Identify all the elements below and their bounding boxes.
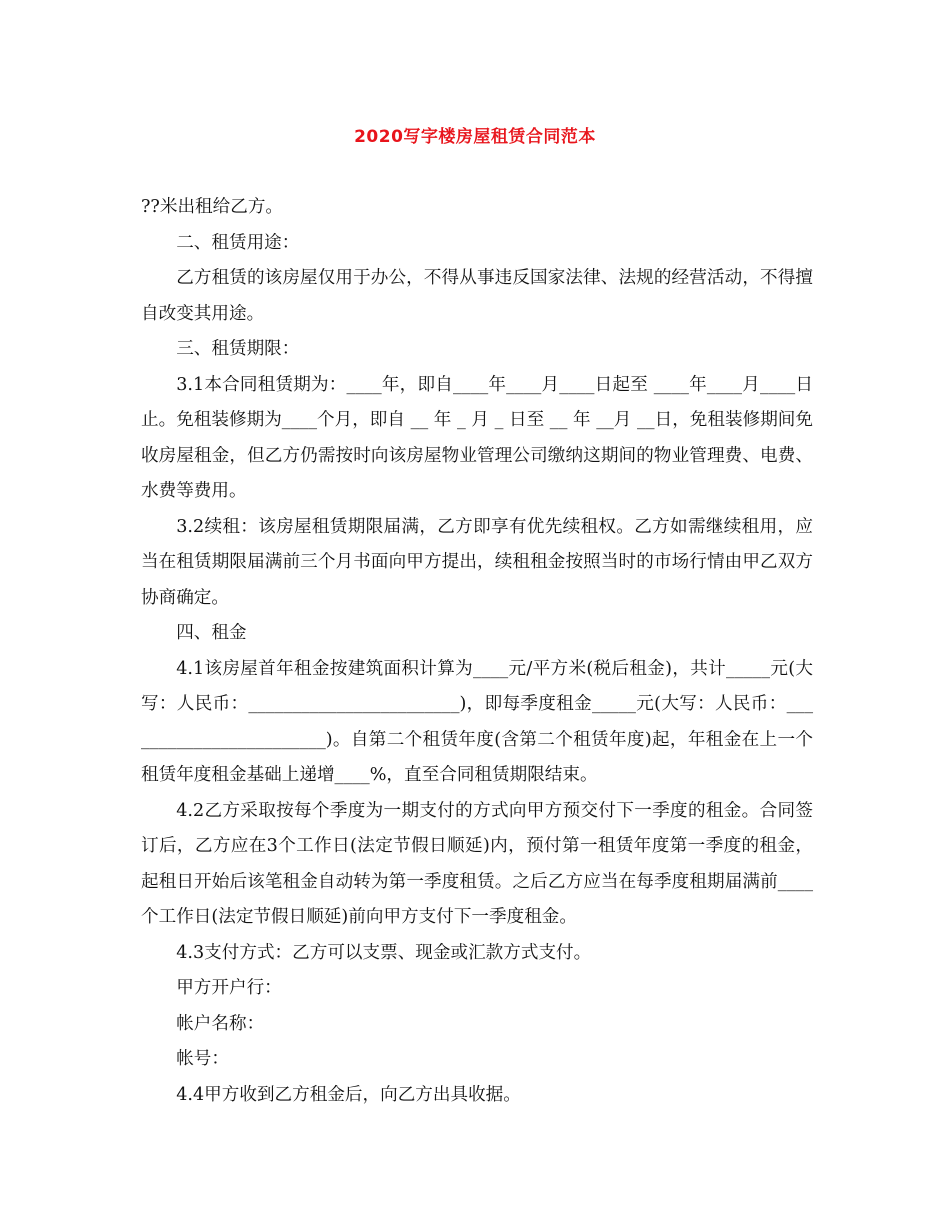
paragraph: 4.1该房屋首年租金按建筑面积计算为____元/平方米(税后租金)，共计_____元(大写：人民币：________________________)，即每季度租金_____元(大写：人民币：________________________)。自第二个租赁年度(含第二个租赁年度)起，年租金在上一个租赁年度租金基础上递增____%，直至合同租赁期限结束。 — [141, 658, 813, 785]
paragraph: 帐户名称： — [176, 1013, 265, 1034]
paragraph: 3.1本合同租赁期为：____年，即自____年____月____日起至 ____年____月____日止。免租装修期为____个月，即自 __ 年 _ 月 _ 日至 __ 年 __月 __日，免租装修期间免收房屋租金，但乙方仍需按时向该房屋物业管理公司缴纳这期间的物业管理费、电费、水费等费用。 — [141, 374, 813, 501]
paragraph: 甲方开户行： — [176, 978, 282, 998]
paragraph: 3.2续租：该房屋租赁期限届满，乙方即享有优先续租权。乙方如需继续租用，应当在租赁期限届满前三个月书面向甲方提出，续租租金按照当时的市场行情由甲乙双方协商确定。 — [141, 516, 813, 608]
document-title: 2020写字楼房屋租赁合同范本 — [354, 127, 596, 147]
paragraph: 帐号： — [176, 1049, 229, 1069]
paragraph: ??米出租给乙方。 — [141, 197, 284, 217]
paragraph: 四、租金 — [176, 623, 247, 643]
paragraph: 4.2乙方采取按每个季度为一期支付的方式向甲方预交付下一季度的租金。合同签订后，乙方应在3个工作日(法定节假日顺延)内，预付第一租赁年度第一季度的租金，起租日开始后该笔租金自动转为第一季度租赁。之后乙方应当在每季度租期届满前____个工作日(法定节假日顺延)前向甲方支付下一季度租金。 — [141, 800, 813, 927]
document-body — [141, 190, 813, 1113]
paragraph: 4.3支付方式：乙方可以支票、现金或汇款方式支付。 — [176, 942, 592, 963]
paragraph: 二、租赁用途： — [176, 232, 300, 253]
paragraph: 4.4甲方收到乙方租金后，向乙方出具收据。 — [176, 1084, 521, 1105]
paragraph: 乙方租赁的该房屋仅用于办公，不得从事违反国家法律、法规的经营活动，不得擅自改变其用途。 — [141, 268, 813, 324]
paragraph: 三、租赁期限： — [176, 339, 300, 359]
